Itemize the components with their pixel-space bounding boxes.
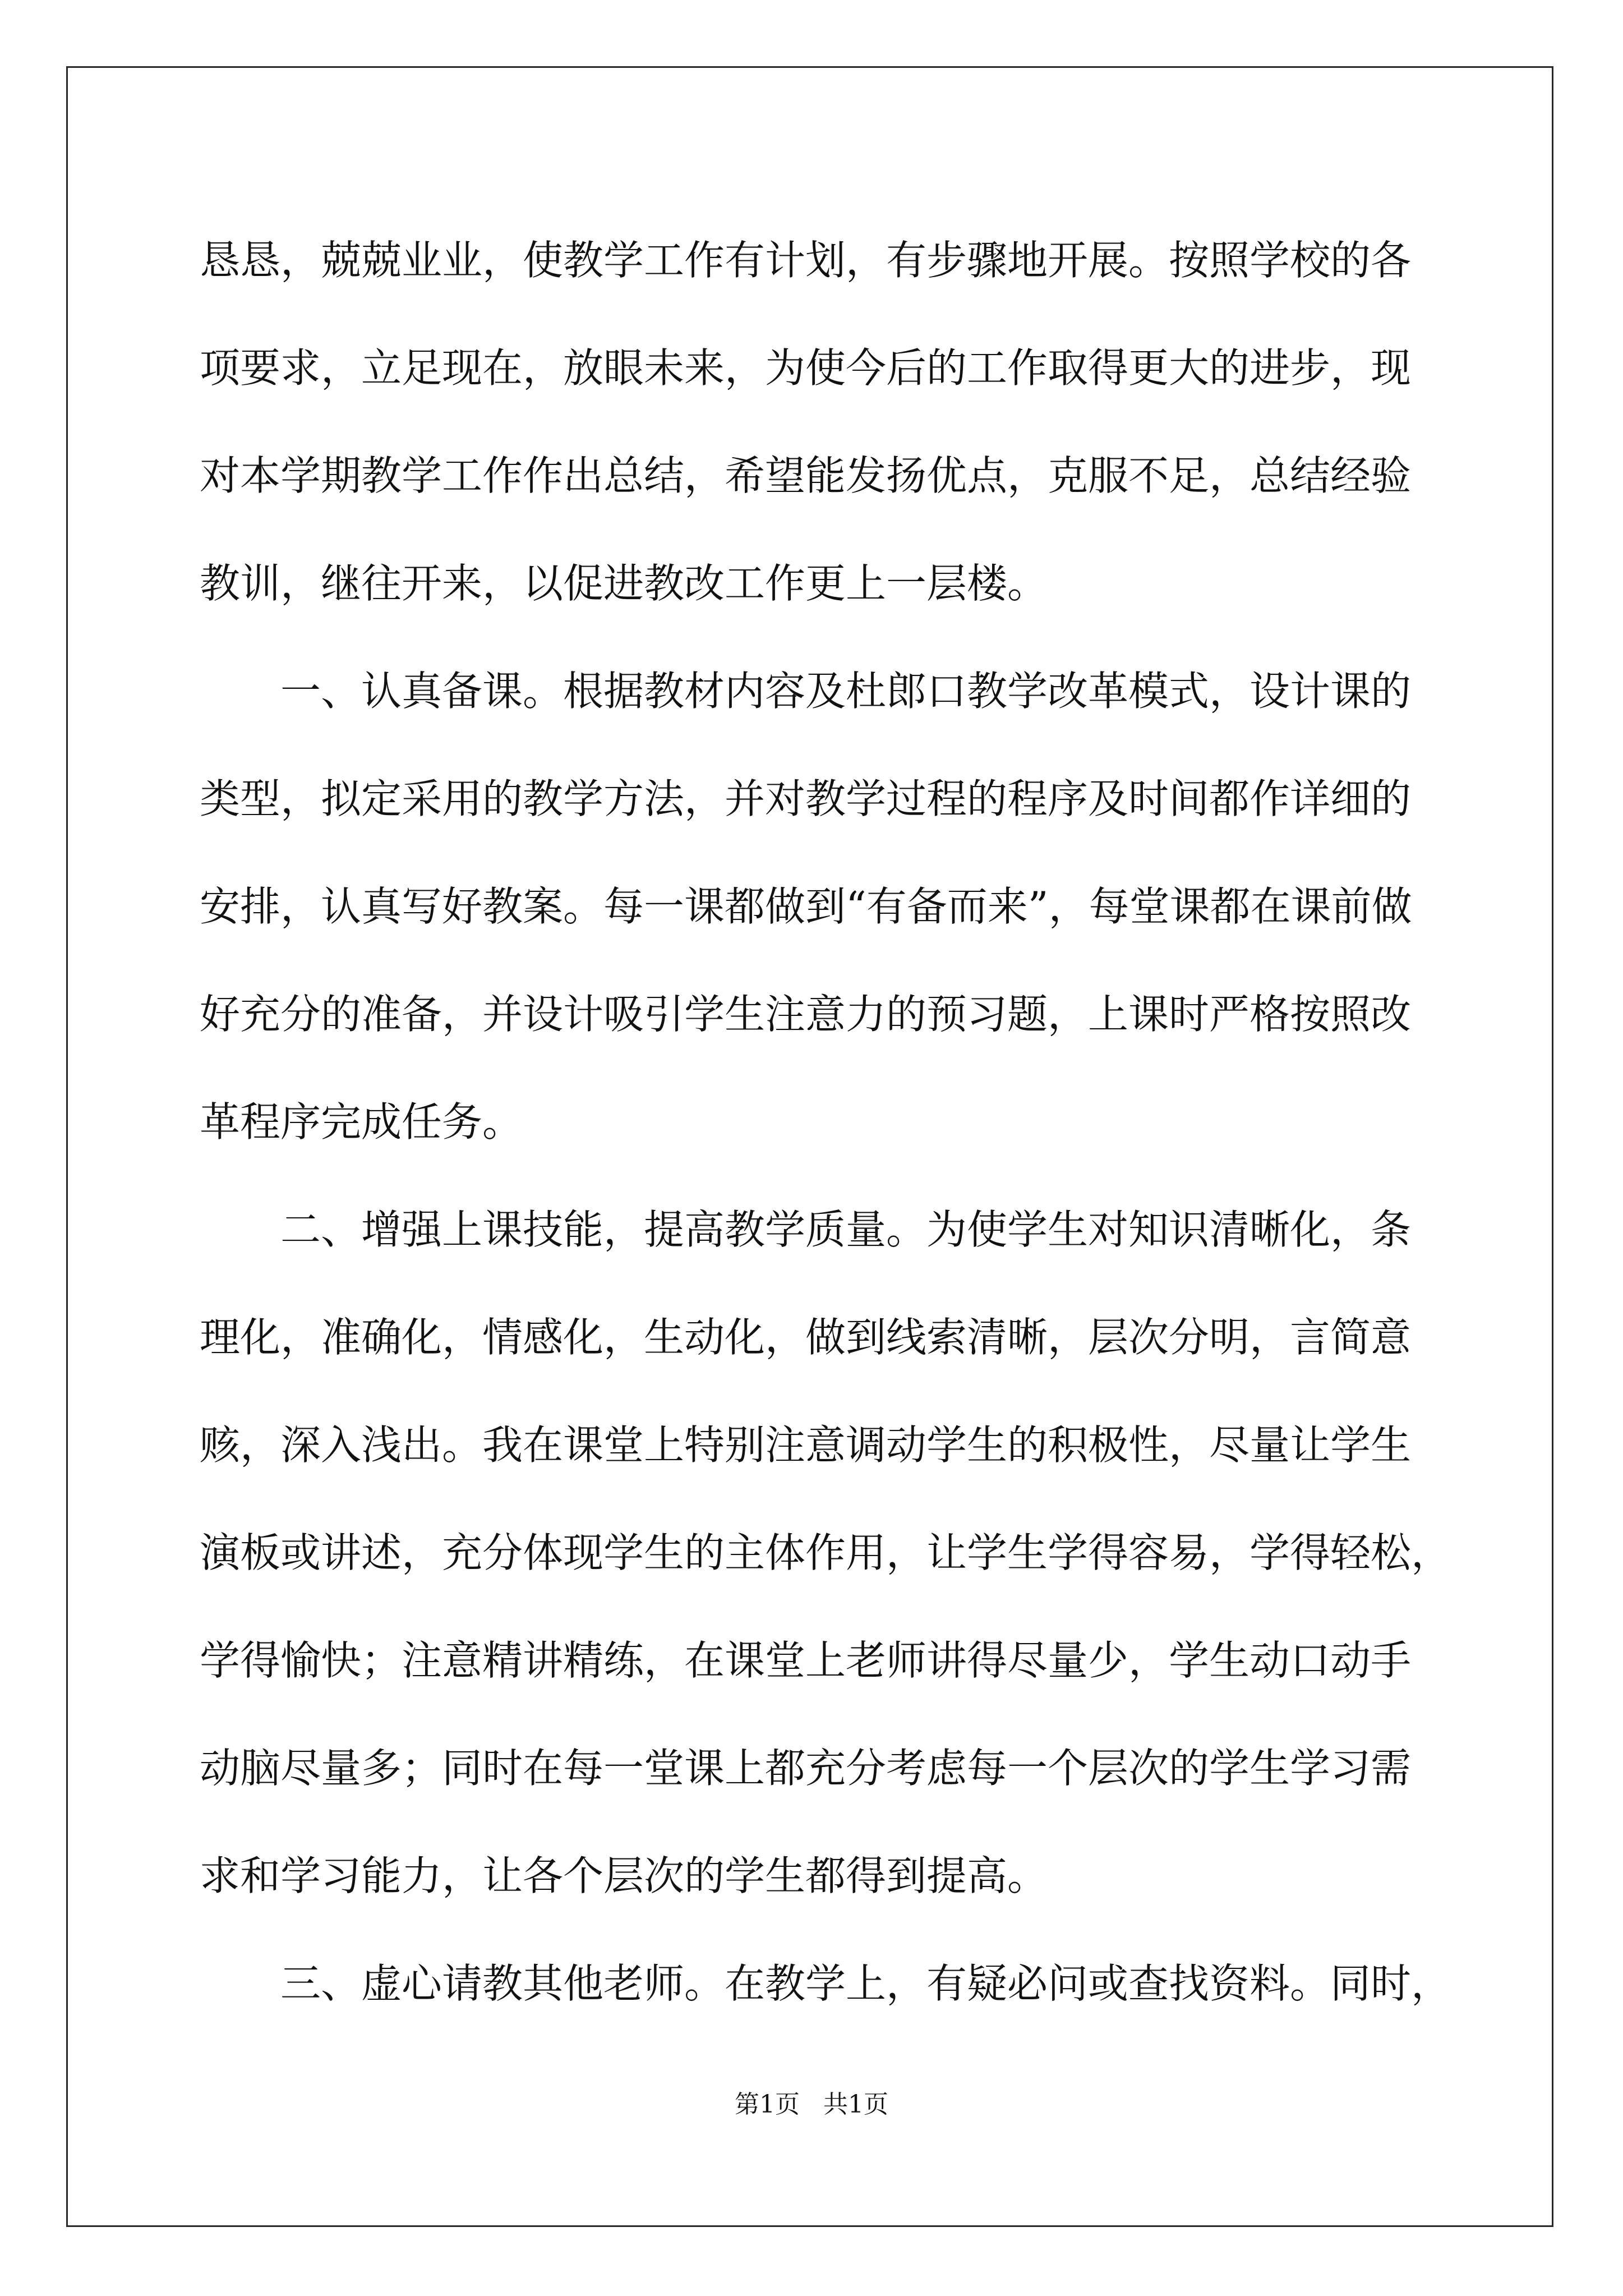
text-line: 教训，继往开来，以促进教改工作更上一层楼。 — [200, 560, 1048, 607]
text-line: 学得愉快；注意精讲精练，在课堂上老师讲得尽量少，学生动口动手 — [200, 1637, 1412, 1684]
text-line: 好充分的准备，并设计吸引学生注意力的预习题，上课时严格按照改 — [200, 991, 1412, 1038]
text-line: 求和学习能力，让各个层次的学生都得到提高。 — [200, 1852, 1048, 1899]
text-line: 动脑尽量多；同时在每一堂课上都充分考虑每一个层次的学生学习需 — [200, 1745, 1412, 1792]
document-body — [200, 206, 1452, 2037]
text-line: 赅，深入浅出。我在课堂上特别注意调动学生的积极性，尽量让学生 — [200, 1421, 1412, 1469]
text-line: 革程序完成任务。 — [200, 1098, 523, 1145]
text-line: 项要求，立足现在，放眼未来，为使今后的工作取得更大的进步，现 — [200, 344, 1412, 392]
text-line: 理化，准确化，情感化，生动化，做到线索清晰，层次分明，言简意 — [200, 1314, 1412, 1361]
text-line: 对本学期教学工作作出总结，希望能发扬优点，克服不足，总结经验 — [200, 452, 1412, 499]
page-footer: 第1页 共1页 — [735, 2090, 888, 2119]
paragraph-first-line: 二、增强上课技能，提高教学质量。为使学生对知识清晰化，条 — [280, 1206, 1412, 1253]
text-line: 恳恳，兢兢业业，使教学工作有计划，有步骤地开展。按照学校的各 — [200, 237, 1412, 284]
paragraph-first-line: 一、认真备课。根据教材内容及杜郎口教学改革模式，设计课的 — [280, 668, 1412, 715]
text-line: 类型，拟定采用的教学方法，并对教学过程的程序及时间都作详细的 — [200, 775, 1412, 822]
paragraph-first-line: 三、虚心请教其他老师。在教学上，有疑必问或查找资料。同时， — [280, 1960, 1452, 2007]
text-line: 演板或讲述，充分体现学生的主体作用，让学生学得容易，学得轻松， — [200, 1529, 1452, 1576]
text-line: 安排，认真写好教案。每一课都做到“有备而来”，每堂课都在课前做 — [200, 883, 1412, 930]
